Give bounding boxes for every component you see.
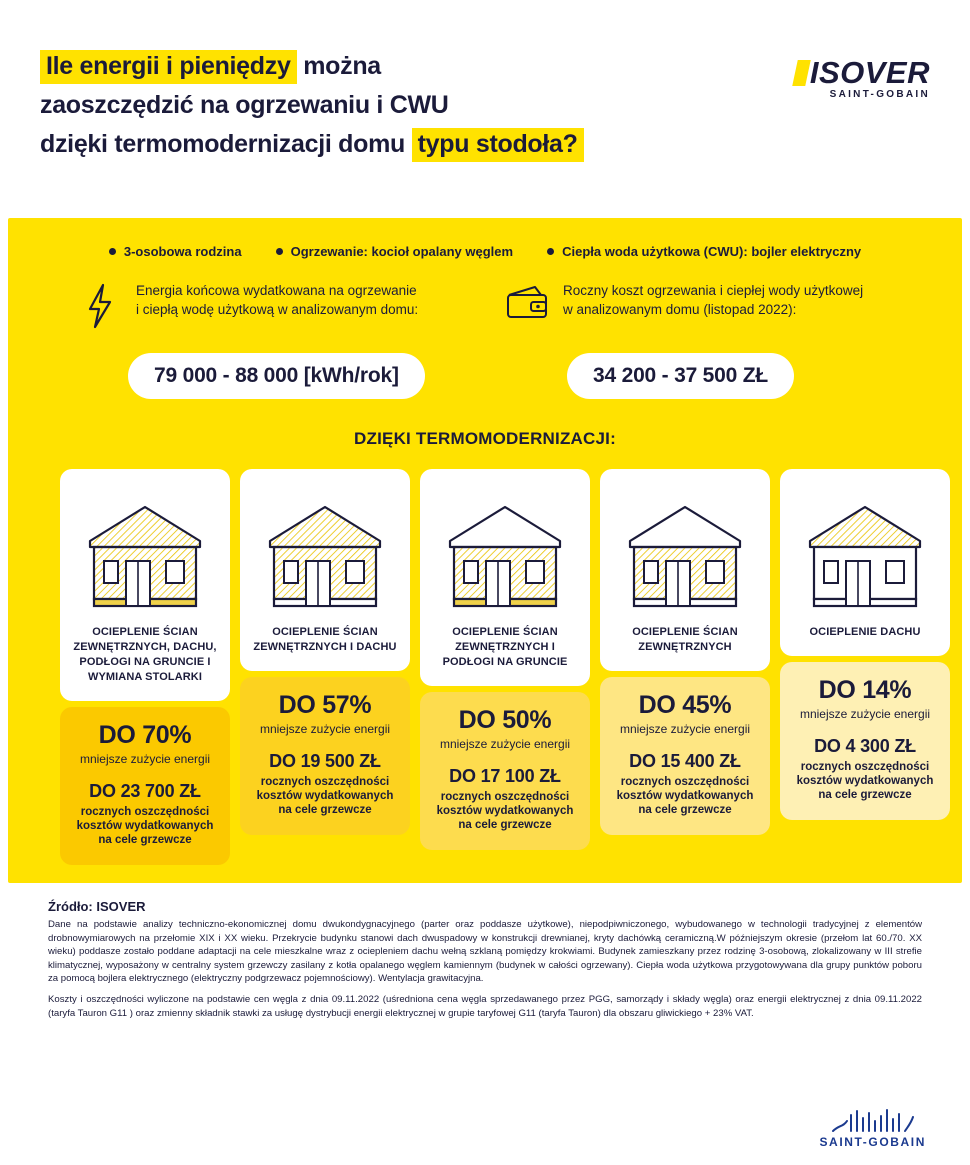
fact-energy-text [136,281,418,319]
house-illustration-walls-floor [430,483,580,615]
lightning-icon [78,281,122,329]
bullet-dot-icon [547,248,554,255]
energy-value-pill: 79 000 - 88 000 [kWh/rok] [128,353,425,399]
card-money: DO 17 100 ZŁ [449,766,561,786]
house-illustration-roof [790,483,940,615]
card-bottom [600,677,770,835]
saint-gobain-footer-text: SAINT-GOBAIN [819,1135,926,1149]
card-money: DO 4 300 ZŁ [814,736,916,756]
card-money-sub: rocznych oszczędności kosztów wydatkowanych na cele grzewcze [796,761,934,801]
bullet-item [109,244,242,259]
card-bottom [420,692,590,850]
header [0,0,970,218]
title-rest-3: dzięki termomodernizacji domu [40,130,412,158]
card-label: OCIEPLENIE ŚCIAN ZEWNĘTRZNYCH [632,626,738,653]
card-top [600,469,770,671]
bullet-label: Ogrzewanie: kocioł opalany węglem [290,244,514,259]
card-label: OCIEPLENIE ŚCIAN ZEWNĘTRZNYCH, DACHU, PODŁOGI NA GRUNCIE I WYMIANA STOLARKI [73,626,217,683]
card-money: DO 23 700 ZŁ [89,781,201,801]
house-illustration-full [70,483,220,615]
fact-energy [78,281,465,399]
card-walls-roof [240,469,410,835]
title-line-1 [40,48,740,84]
title-highlight-2: typu stodoła? [412,128,584,162]
card-roof [780,469,950,820]
title-highlight-1: Ile energii i pieniędzy [40,50,297,84]
source-section [0,883,970,1020]
card-top [60,469,230,701]
card-label: OCIEPLENIE DACHU [809,626,921,638]
fact-energy-line1: Energia końcowa wydatkowana na ogrzewanie [136,283,417,298]
savings-cards [38,469,932,865]
card-percent-sub: mniejsze zużycie energii [439,737,571,751]
fact-cost-line2: w analizowanym domu (listopad 2022): [563,302,797,317]
cost-value-pill: 34 200 - 37 500 ZŁ [567,353,794,399]
main-yellow-panel [8,218,962,883]
card-top [240,469,410,671]
card-top [420,469,590,686]
bullet-dot-icon [109,248,116,255]
card-money-sub: rocznych oszczędności kosztów wydatkowanych na cele grzewcze [76,806,214,846]
card-walls [600,469,770,835]
card-money-sub: rocznych oszczędności kosztów wydatkowanych na cele grzewcze [436,791,574,831]
card-full-retrofit [60,469,230,865]
source-paragraph-1: Dane na podstawie analizy techniczno-ekonomicznej domu dwukondygnacyjnego (parter oraz poddasze użytkowe), niepodpiwniczonego, wybudowanego w technologii tradycyjnej z elementów drobnowymiarowych na przełomie XIX i XX wieku. Przekrycie budynku stanowi dach dwuspadowy w konstrukcji drewnianej, kryty dachówką ceramiczną.W późniejszym okresie (przełom lat 60./70. XX wieku) poddasze zostało poddane adaptacji na cele mieszkalne wraz z ociepleniem dachu wełną szklaną pomiędzy krokwiami. Budynek zamieszkany przez rodzinę 3-osobową, zlokalizowany w III strefie klimatycznej, wyposażony w centralny system grzewczy zasilany z kotła opalanego węglem kamiennym (budynek w całości ogrzewany). Ciepła woda użytkowa przygotowywana dla grupy punktów poboru za pomocą bojlera elektrycznego (elektryczny podgrzewacz pojemnościowy). Wentylacja grawitacyjna. [48,919,922,985]
house-illustration-walls-roof [250,483,400,615]
isover-bar-icon [792,60,811,86]
isover-logo-text: ISOVER [809,55,930,90]
title-line-3 [40,126,740,162]
isover-logo [795,55,930,100]
card-percent-sub: mniejsze zużycie energii [799,707,931,721]
card-percent-sub: mniejsze zużycie energii [79,752,211,766]
wallet-icon [505,281,549,323]
page-title [40,48,740,162]
isover-wordmark [795,55,930,91]
card-top [780,469,950,656]
card-walls-floor [420,469,590,850]
card-money-sub: rocznych oszczędności kosztów wydatkowanych na cele grzewcze [256,776,394,816]
card-money: DO 15 400 ZŁ [629,751,741,771]
fact-energy-line2: i ciepłą wodę użytkową w analizowanym domu: [136,302,419,317]
card-percent: DO 50% [458,706,552,734]
card-percent: DO 14% [818,676,912,704]
card-percent: DO 57% [278,691,372,719]
bullet-item [276,244,514,259]
title-line-2: zaoszczędzić na ogrzewaniu i CWU [40,91,449,119]
bullet-label: 3-osobowa rodzina [123,244,242,259]
card-bottom [780,662,950,820]
house-illustration-walls [610,483,760,615]
bullet-label: Ciepła woda użytkowa (CWU): bojler elektryczny [562,244,862,259]
source-paragraph-2: Koszty i oszczędności wyliczone na podstawie cen węgla z dnia 09.11.2022 (uśredniona cena węgla sprzedawanego przez PGG, samorządy i składy węgla) oraz energii elektrycznej z dnia 09.11.2022 (taryfa Tauron G11 ) oraz zmienny składnik stawki za usługę dystrybucji energii elektrycznej w grupie taryfowej G11 (taryfa Tauron) dla obszaru gliwickiego + 23% VAT. [48,993,922,1019]
card-label: OCIEPLENIE ŚCIAN ZEWNĘTRZNYCH I PODŁOGI NA GRUNCIE [442,626,568,668]
bullet-item [547,244,861,259]
fact-cost [505,281,892,399]
source-title: Źródło: ISOVER [48,899,146,914]
card-bottom [60,707,230,865]
bullet-dot-icon [276,248,283,255]
facts-row [38,281,932,399]
card-percent: DO 45% [638,691,732,719]
section-title: DZIĘKI TERMOMODERNIZACJI: [354,429,616,448]
saint-gobain-subtext: SAINT-GOBAIN [829,89,930,100]
card-money: DO 19 500 ZŁ [269,751,381,771]
card-money-sub: rocznych oszczędności kosztów wydatkowanych na cele grzewcze [616,776,754,816]
card-percent-sub: mniejsze zużycie energii [259,722,391,736]
card-bottom [240,677,410,835]
assumptions-bullets [38,244,932,259]
fact-cost-line1: Roczny koszt ogrzewania i ciepłej wody użytkowej [563,283,864,298]
card-percent-sub: mniejsze zużycie energii [619,722,751,736]
saint-gobain-mark-icon [819,1107,926,1133]
title-rest-1: można [296,52,381,80]
card-percent: DO 70% [98,721,192,749]
card-label: OCIEPLENIE ŚCIAN ZEWNĘTRZNYCH I DACHU [253,626,397,653]
saint-gobain-footer-logo [819,1107,926,1149]
fact-cost-text [563,281,863,319]
